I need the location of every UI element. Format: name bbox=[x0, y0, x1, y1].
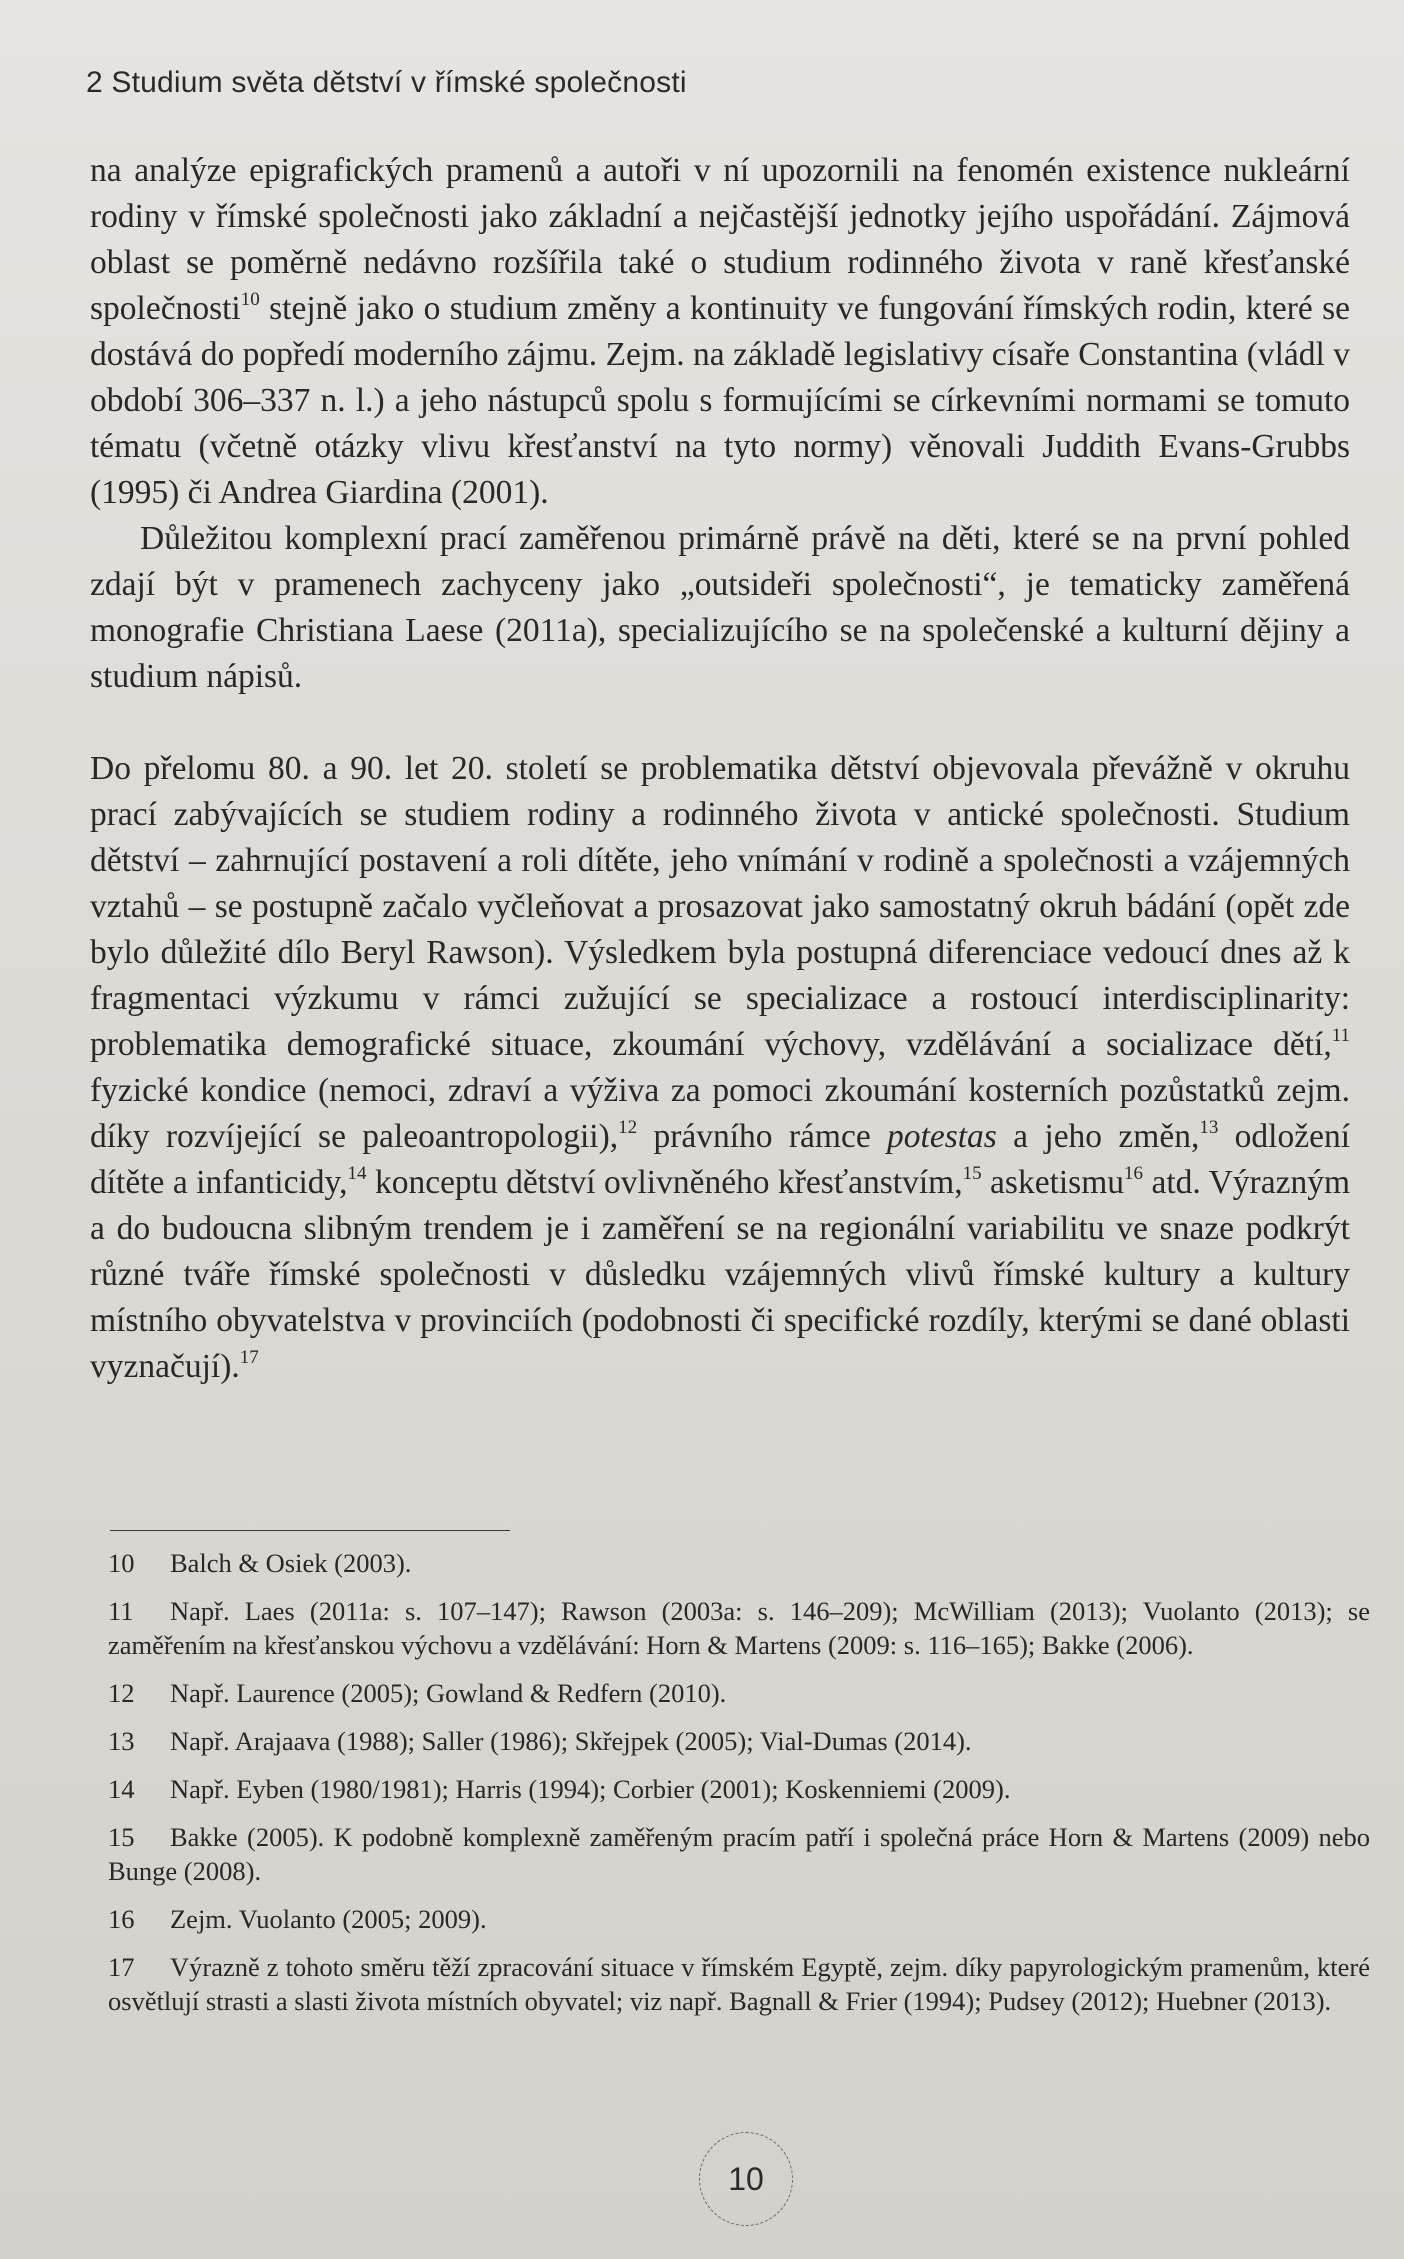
footnote-16 bbox=[108, 1902, 1370, 1936]
p3-text-f: konceptu dětství ovlivněného křesťanstvím, bbox=[366, 1164, 963, 1201]
footnote-11 bbox=[108, 1594, 1370, 1662]
footnote-number: 11 bbox=[108, 1596, 134, 1626]
p3-text-b: fyzické kondice (nemoci, zdraví a výživa za pomoci zkoumání kosterních pozůstatků zejm. díky rozvíjející se paleoantropologii), bbox=[90, 1072, 1350, 1155]
footnote-10 bbox=[108, 1546, 1370, 1580]
footnote-14 bbox=[108, 1772, 1370, 1806]
footnote-ref-16: 16 bbox=[1124, 1163, 1144, 1184]
footnote-separator bbox=[110, 1530, 510, 1531]
footnote-number: 16 bbox=[108, 1904, 135, 1934]
footnote-ref-13: 13 bbox=[1199, 1117, 1219, 1138]
footnote-13 bbox=[108, 1724, 1370, 1758]
footnote-number: 13 bbox=[108, 1726, 135, 1756]
p3-text-e: odložení dítěte a infanticidy, bbox=[90, 1118, 1351, 1201]
footnote-text: Např. Laurence (2005); Gowland & Redfern (2010). bbox=[170, 1678, 727, 1708]
footnote-number: 17 bbox=[108, 1952, 135, 1982]
footnote-ref-14: 14 bbox=[347, 1163, 367, 1184]
footnote-17 bbox=[108, 1950, 1370, 2018]
page-number bbox=[699, 2132, 793, 2226]
footnote-ref-17: 17 bbox=[239, 1347, 259, 1368]
footnote-text: Např. Eyben (1980/1981); Harris (1994); Corbier (2001); Koskenniemi (2009). bbox=[170, 1774, 1011, 1804]
footnote-15 bbox=[108, 1820, 1370, 1888]
footnote-ref-15: 15 bbox=[962, 1163, 982, 1184]
footnote-ref-11: 11 bbox=[1331, 1025, 1350, 1046]
term-potestas: potestas bbox=[887, 1118, 997, 1155]
footnote-text: Zejm. Vuolanto (2005; 2009). bbox=[170, 1904, 487, 1934]
page-number-text: 10 bbox=[728, 2160, 764, 2197]
paragraph-3 bbox=[90, 746, 1350, 1390]
paragraph-1 bbox=[90, 148, 1350, 516]
footnote-12 bbox=[108, 1676, 1370, 1710]
footnote-text: Výrazně z tohoto směru těží zpracování situace v římském Egyptě, zejm. díky papyrologickým pramenům, které osvětlují strasti a slasti života místních obyvatel; viz např. Bagnall & Frier (1994); Pudsey (2012); Huebner (2013). bbox=[108, 1952, 1370, 2016]
footnote-number: 14 bbox=[108, 1774, 135, 1804]
footnote-text: Např. Laes (2011a: s. 107–147); Rawson (2003a: s. 146–209); McWilliam (2013); Vuolanto (2013); se zaměřením na křesťanskou výchovu a vzdělávání: Horn & Martens (2009: s. 116–165); Bakke (2006). bbox=[108, 1596, 1370, 1660]
p3-text-h: atd. Výrazným a do budoucna slibným trendem je i zaměření se na regionální variabilitu ve snaze podkrýt různé tváře římské společnosti v důsledku vzájemných vlivů římské kultury a kultury místního obyvatelstva v provinciích (podobnosti či specifické rozdíly, kterými se dané oblasti vyznačují). bbox=[90, 1164, 1351, 1385]
footnote-text: Např. Arajaava (1988); Saller (1986); Skřejpek (2005); Vial-Dumas (2014). bbox=[170, 1726, 972, 1756]
running-title: 2 Studium světa dětství v římské společnosti bbox=[86, 66, 687, 99]
paragraph-2: Důležitou komplexní prací zaměřenou primárně právě na děti, které se na první pohled zdají být v pramenech zachyceny jako „outsideři společnosti“, je tematicky zaměřená monografie Christiana Laese (2011a), specializujícího se na společenské a kulturní dějiny a studium nápisů. bbox=[90, 520, 1350, 695]
p3-text-a: Do přelomu 80. a 90. let 20. století se problematika dětství objevovala převážně v okruhu prací zabývajících se studiem rodiny a rodinného života v antické společnosti. Studium dětství – zahrnující postavení a roli dítěte, jeho vnímání v rodině a společnosti a vzájemných vztahů – se postupně začalo vyčleňovat a prosazovat jako samostatný okruh bádání (opět zde bylo důležité dílo Beryl Rawson). Výsledkem byla postupná diferenciace vedoucí dnes až k fragmentaci výzkumu v rámci zužující se specializace a rostoucí interdisciplinarity: problematika demografické situace, zkoumání výchovy, vzdělávání a socializace dětí, bbox=[90, 750, 1350, 1063]
p1-text-a: na analýze epigrafických pramenů a autoři v ní upozornili na fenomén existence nukleární rodiny v římské společnosti jako základní a nejčastější jednotky jejího uspořádání. Zájmová oblast se poměrně nedávno rozšířila také o studium rodinného života v raně křesťanské společnosti bbox=[90, 152, 1350, 327]
footnote-text: Balch & Osiek (2003). bbox=[170, 1548, 412, 1578]
footnote-number: 10 bbox=[108, 1548, 135, 1578]
p3-text-g: asketismu bbox=[981, 1164, 1125, 1201]
footnotes bbox=[108, 1546, 1370, 2032]
footnote-ref-12: 12 bbox=[618, 1117, 638, 1138]
p1-text-b: stejně jako o studium změny a kontinuity ve fungování římských rodin, které se dostává do popředí moderního zájmu. Zejm. na základě legislativy císaře Constantina (vládl v období 306–337 n. l.) a jeho nástupců spolu s formujícími se církevními normami se tomuto tématu (včetně otázky vlivu křesťanství na tyto normy) věnovali Juddith Evans-Grubbs (1995) či Andrea Giardina (2001). bbox=[90, 290, 1350, 511]
p3-text-c: právního rámce bbox=[637, 1118, 888, 1155]
footnote-text: Bakke (2005). K podobně komplexně zaměřeným pracím patří i společná práce Horn & Martens (2009) nebo Bunge (2008). bbox=[108, 1822, 1370, 1886]
main-text bbox=[90, 148, 1350, 1390]
p3-text-d: a jeho změn, bbox=[996, 1118, 1200, 1155]
footnote-ref-10: 10 bbox=[240, 289, 260, 310]
footnote-number: 12 bbox=[108, 1678, 135, 1708]
footnote-number: 15 bbox=[108, 1822, 135, 1852]
